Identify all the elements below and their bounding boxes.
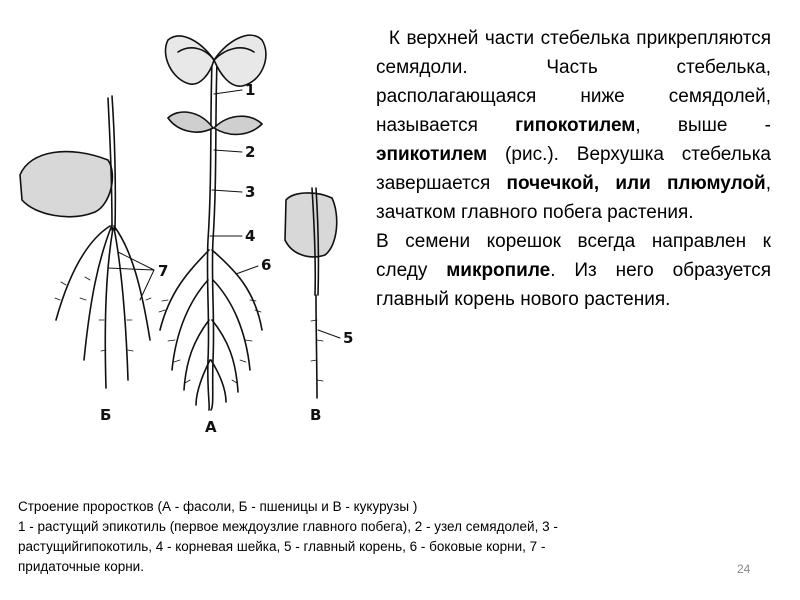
figure-label-2: 2 bbox=[245, 143, 256, 161]
figure-caption bbox=[18, 497, 598, 577]
main-text bbox=[376, 24, 771, 314]
paragraph-1-text-4 bbox=[599, 173, 615, 194]
figure-label-4: 4 bbox=[245, 227, 256, 245]
figure-label-1: 1 bbox=[245, 81, 256, 99]
caption-line-1: Строение проростков (А - фасоли, Б - пшеницы и В - кукурузы ) bbox=[18, 499, 418, 514]
term-bud: почечкой, bbox=[506, 173, 600, 194]
caption-line-2: 1 - растущий эпикотиль (первое междоузлие главного побега), 2 - узел семядолей, 3 - растущийгипокотиль, 4 - корневая шейка, 5 - главный корень, 6 - боковые корни, 7 - придаточные корни. bbox=[18, 519, 558, 574]
term-hypocotyl: гипокотилем bbox=[515, 115, 636, 136]
paragraph-2-text-1: В семени корешок всегда направлен к следу bbox=[376, 231, 771, 281]
seedlings-figure bbox=[0, 0, 380, 470]
wheat-seedling bbox=[20, 96, 150, 388]
term-micropyle: микропиле bbox=[446, 260, 551, 281]
figure-label-3: 3 bbox=[245, 183, 256, 201]
figure-letter-v: В bbox=[310, 406, 322, 424]
term-plumule: или плюмулой bbox=[615, 173, 766, 194]
figure-label-7: 7 bbox=[158, 262, 169, 280]
paragraph-1-text-1: К верхней части стебелька прикрепляются семядоли. Часть стебелька, располагающаяся ниже семядолей, называется bbox=[376, 28, 771, 136]
figure-letter-a: А bbox=[205, 418, 217, 436]
paragraph-1-text-2: , выше - bbox=[635, 115, 771, 136]
term-epicotyl: эпикотилем bbox=[376, 144, 488, 165]
paragraph-2-text-2: . Из него образуется главный корень нового растения. bbox=[376, 260, 771, 310]
page-number: 24 bbox=[737, 562, 751, 576]
paragraph-1 bbox=[376, 24, 771, 227]
maize-seedling bbox=[285, 188, 337, 398]
paragraph-1-text-5: , зачатком главного побега растения. bbox=[376, 173, 771, 223]
paragraph-1-text-3: (рис.). Верхушка стебелька завершается bbox=[376, 144, 771, 194]
figure-label-5: 5 bbox=[343, 329, 354, 347]
paragraph-2 bbox=[376, 227, 771, 314]
figure-label-6: 6 bbox=[261, 256, 272, 274]
figure-letter-b: Б bbox=[100, 406, 112, 424]
